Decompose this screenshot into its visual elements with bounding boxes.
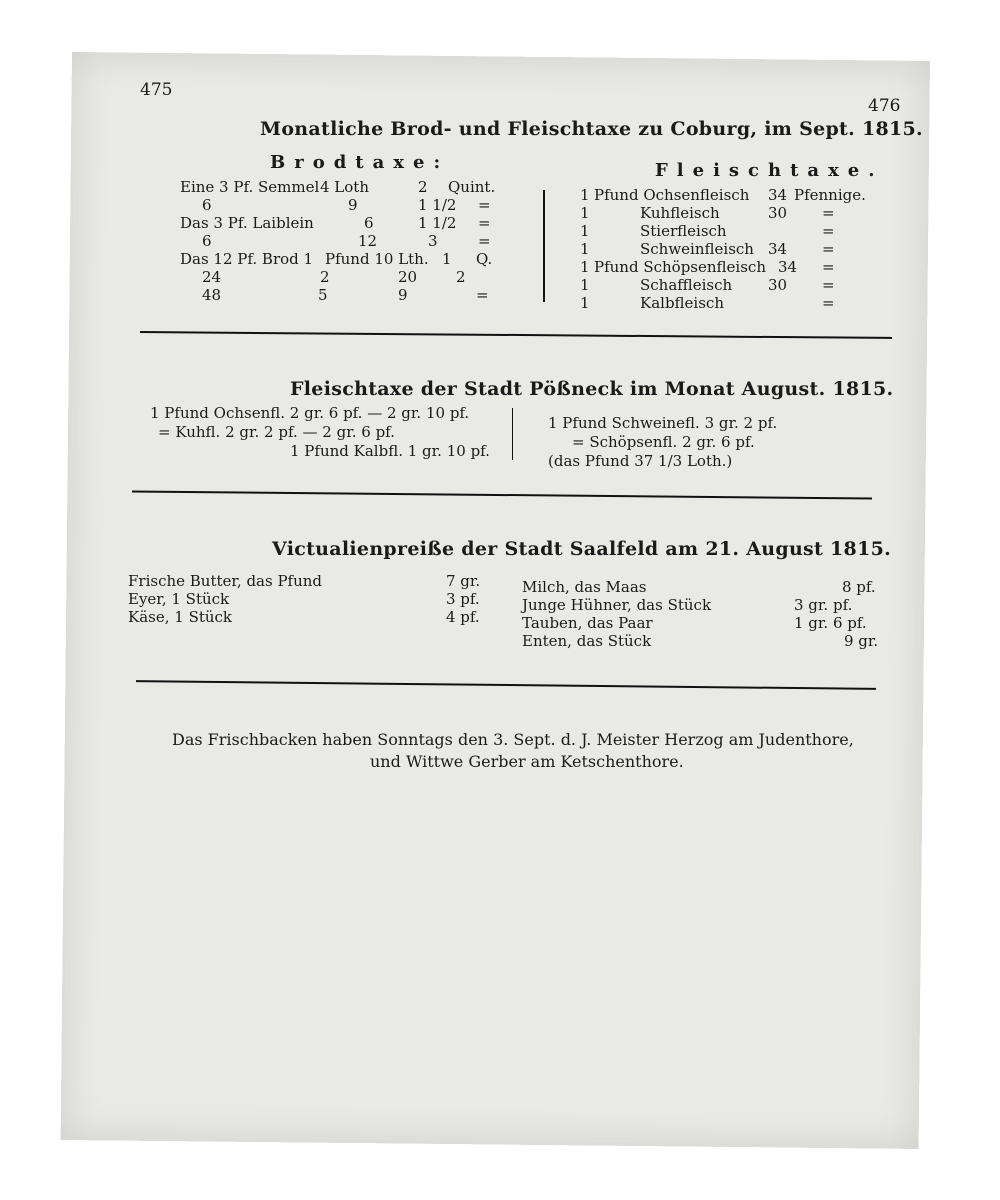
- saalfeld-right-list: [522, 578, 892, 650]
- list-item: Milch, das Maas 8 pf.: [522, 578, 876, 596]
- poessneck-line: (das Pfund 37 1/3 Loth.): [548, 452, 733, 470]
- poessneck-line: 1 Pfund Kalbfl. 1 gr. 10 pf.: [290, 442, 490, 460]
- brodtaxe-row: 48 5 9 =: [202, 286, 489, 304]
- poessneck-line: 1 Pfund Schweinefl. 3 gr. 2 pf.: [548, 414, 778, 432]
- fleischtaxe-row: 1 Kuhfleisch 30 =: [580, 204, 835, 222]
- fleischtaxe-header: Fleischtaxe.: [655, 160, 884, 181]
- brodtaxe-header: Brodtaxe:: [270, 152, 450, 173]
- list-item: Enten, das Stück 9 gr.: [522, 632, 879, 650]
- coburg-title: Monatliche Brod- und Fleischtaxe zu Coburg, im Sept. 1815.: [260, 118, 923, 140]
- poessneck-line: 1 Pfund Ochsenfl. 2 gr. 6 pf. — 2 gr. 10 pf.: [150, 404, 470, 422]
- saalfeld-left-list: [128, 572, 508, 626]
- poessneck-line: = Schöpsenfl. 2 gr. 6 pf.: [572, 433, 755, 451]
- fleischtaxe-row: 1 Stierfleisch =: [580, 222, 835, 240]
- list-item: Eyer, 1 Stück 3 pf.: [128, 590, 480, 608]
- fleischtaxe-row: 1 Schweinfleisch 34 =: [580, 240, 835, 258]
- brodtaxe-row: Das 12 Pf. Brod 1 Pfund 10 Lth. 1 Q.: [180, 250, 493, 268]
- fleischtaxe-row: 1 Pfund Schöpsenfleisch 34 =: [580, 258, 835, 276]
- poessneck-title: Fleischtaxe der Stadt Pößneck im Monat August. 1815.: [290, 378, 894, 400]
- saalfeld-title: Victualienpreiße der Stadt Saalfeld am 21. August 1815.: [272, 538, 892, 560]
- brodtaxe-row: 24 2 20 2: [202, 268, 466, 286]
- fleischtaxe-row: 1 Schaffleisch 30 =: [580, 276, 835, 294]
- brodtaxe-table: [180, 178, 520, 304]
- brodtaxe-row: Eine 3 Pf. Semmel 4 Loth 2 Quint.: [180, 178, 496, 196]
- brodtaxe-row: 6 12 3 =: [202, 232, 491, 250]
- column-divider: [512, 408, 513, 460]
- right-page-number: 476: [868, 96, 901, 116]
- list-item: Junge Hühner, das Stück 3 gr. pf.: [522, 596, 853, 614]
- list-item: Käse, 1 Stück 4 pf.: [128, 608, 480, 626]
- list-item: Frische Butter, das Pfund 7 gr.: [128, 572, 481, 590]
- fleischtaxe-row: 1 Kalbfleisch =: [580, 294, 835, 312]
- fleischtaxe-table: [580, 186, 870, 312]
- list-item: Tauben, das Paar 1 gr. 6 pf.: [522, 614, 867, 632]
- brodtaxe-row: Das 3 Pf. Laiblein 6 1 1/2 =: [180, 214, 491, 232]
- brodtaxe-row: 6 9 1 1/2 =: [202, 196, 491, 214]
- left-page-number: 475: [140, 80, 173, 100]
- fleischtaxe-row: 1 Pfund Ochsenfleisch 34 Pfennige.: [580, 186, 866, 204]
- poessneck-line: = Kuhfl. 2 gr. 2 pf. — 2 gr. 6 pf.: [158, 423, 395, 441]
- notice-line-1: Das Frischbacken haben Sonntags den 3. Sept. d. J. Meister Herzog am Judenthore,: [172, 730, 854, 749]
- column-divider: [543, 190, 545, 302]
- notice-line-2: und Wittwe Gerber am Ketschenthore.: [370, 752, 684, 771]
